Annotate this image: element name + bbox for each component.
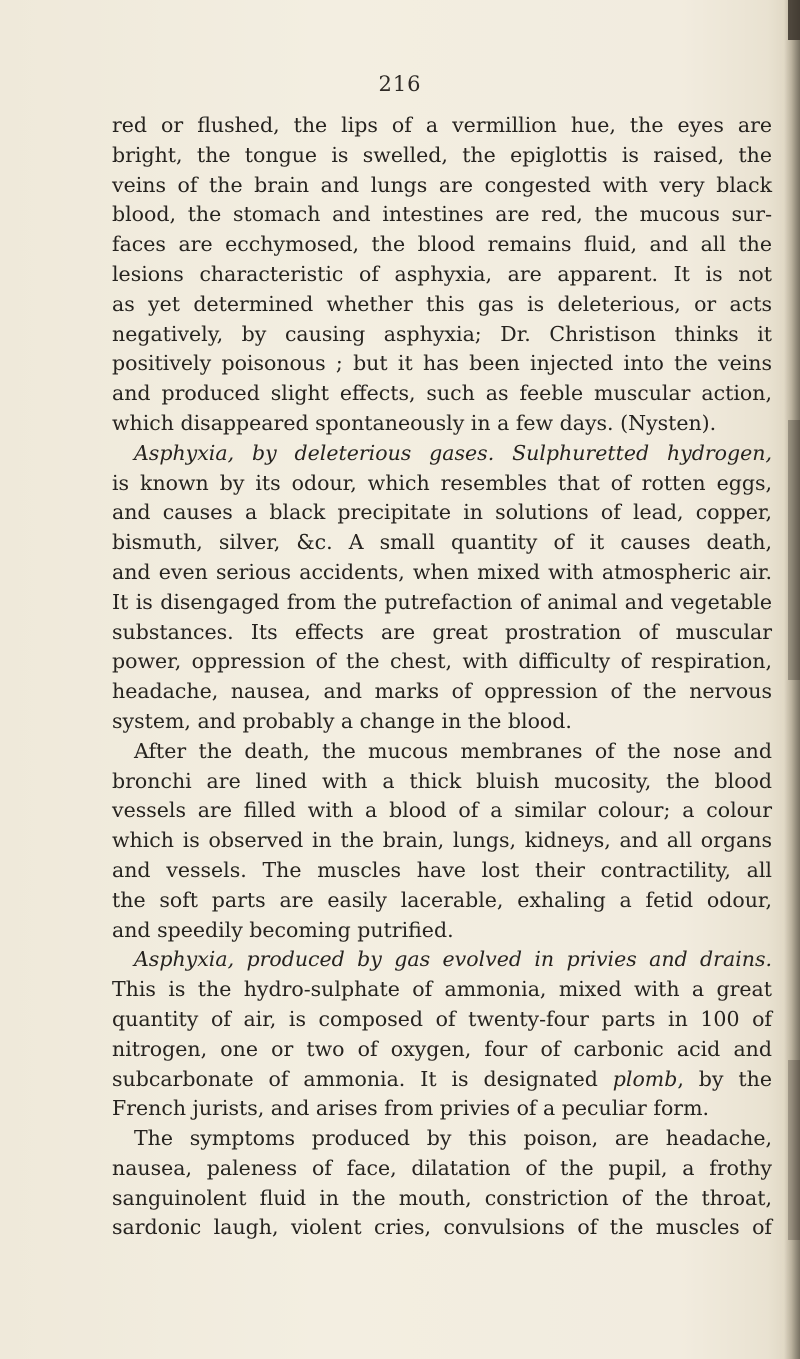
text-line (112, 886, 772, 916)
text-line (112, 707, 772, 737)
text-run: positively poisonous ; but it has been injected into the veins (112, 351, 772, 376)
text-line (112, 349, 772, 379)
text-line (112, 975, 772, 1005)
text-run: red or flushed, the lips of a vermillion hue, the eyes are (112, 113, 772, 137)
text-line (112, 379, 772, 409)
text-line (112, 171, 772, 201)
text-line (112, 409, 772, 439)
text-line (112, 826, 772, 856)
text-line (112, 1213, 772, 1243)
text-line (112, 1094, 772, 1124)
text-run: This is the hydro-sulphate of ammonia, mixed with a great (112, 977, 772, 1002)
text-line (112, 141, 772, 171)
text-line (112, 767, 772, 797)
body-text (112, 111, 772, 1243)
text-run: as yet determined whether this gas is deleterious, or acts (112, 291, 772, 316)
page-edge-mark (788, 420, 800, 680)
text-run: The symptoms produced by this poison, are headache, (134, 1126, 772, 1151)
text-run: sardonic laugh, violent cries, convulsions of the muscles of (112, 1215, 772, 1240)
page-edge-mark (788, 0, 800, 40)
text-line (112, 558, 772, 588)
text-line (112, 647, 772, 677)
text-line (112, 469, 772, 499)
text-run: It is disengaged from the putrefaction of animal and vegetable (112, 589, 772, 614)
text-run: lesions characteristic of asphyxia, are apparent. It is not (112, 261, 772, 286)
text-line (112, 230, 772, 260)
italic-text-run: Asphyxia, by deleterious gases. Sulphuretted hydrogen, (134, 440, 772, 465)
text-run: , by the (677, 1066, 773, 1091)
text-run: negatively, by causing asphyxia; Dr. Christison thinks it (112, 321, 772, 346)
text-line (112, 1005, 772, 1035)
text-line (112, 200, 772, 230)
text-line (112, 737, 772, 767)
text-run: the soft parts are easily lacerable, exhaling a fetid odour, (112, 887, 772, 912)
text-run: French jurists, and arises from privies of a peculiar form. (112, 1096, 710, 1121)
text-run: bronchi are lined with a thick bluish mucosity, the blood (112, 768, 772, 793)
text-line (112, 856, 772, 886)
text-line (112, 945, 772, 975)
text-run: headache, nausea, and marks of oppression of the nervous (112, 679, 772, 704)
text-run: faces are ecchymosed, the blood remains fluid, and all the (112, 232, 772, 257)
text-line (112, 320, 772, 350)
text-line (112, 439, 772, 469)
text-run: and speedily becoming putrified. (112, 917, 454, 942)
text-run: After the death, the mucous membranes of the nose and (134, 738, 772, 763)
italic-text-run: Asphyxia, produced by gas evolved in privies and drains. (134, 947, 772, 972)
italic-text-run: plomb (612, 1066, 678, 1091)
text-line (112, 111, 772, 141)
text-run: and produced slight effects, such as feeble muscular action, (112, 381, 772, 406)
text-run: and vessels. The muscles have lost their contractility, all (112, 857, 772, 882)
text-line (112, 1035, 772, 1065)
text-line (112, 1065, 772, 1095)
page-edge-mark (788, 1060, 800, 1240)
text-run: substances. Its effects are great prostration of muscular (112, 619, 772, 644)
text-line (112, 588, 772, 618)
text-run: nitrogen, one or two of oxygen, four of carbonic acid and (112, 1036, 772, 1061)
text-line (112, 618, 772, 648)
text-run: bright, the tongue is swelled, the epiglottis is raised, the (112, 142, 772, 167)
text-line (112, 498, 772, 528)
text-run: veins of the brain and lungs are congested with very black (112, 172, 772, 197)
text-run: blood, the stomach and intestines are red, the mucous sur- (112, 202, 772, 227)
text-run: subcarbonate of ammonia. It is designated (112, 1066, 613, 1091)
text-line (112, 1154, 772, 1184)
text-line (112, 1124, 772, 1154)
text-line (112, 677, 772, 707)
text-line (112, 1184, 772, 1214)
text-run: nausea, paleness of face, dilatation of the pupil, a frothy (112, 1155, 772, 1180)
text-run: which disappeared spontaneously in a few days. (Nysten). (112, 410, 717, 435)
text-run: sanguinolent fluid in the mouth, constriction of the throat, (112, 1185, 772, 1210)
text-line (112, 528, 772, 558)
text-line (112, 260, 772, 290)
text-run: bismuth, silver, &c. A small quantity of it causes death, (112, 530, 772, 555)
text-run: and even serious accidents, when mixed with atmospheric air. (112, 559, 772, 584)
text-line (112, 290, 772, 320)
text-line (112, 916, 772, 946)
text-line (112, 796, 772, 826)
text-run: system, and probably a change in the blood. (112, 708, 572, 733)
text-run: power, oppression of the chest, with difficulty of respiration, (112, 649, 772, 674)
text-run: is known by its odour, which resembles that of rotten eggs, (112, 470, 772, 495)
text-run: quantity of air, is composed of twenty-four parts in 100 of (112, 1006, 772, 1031)
text-run: vessels are filled with a blood of a similar colour; a colour (112, 798, 772, 823)
text-run: and causes a black precipitate in solutions of lead, copper, (112, 500, 772, 525)
page-number: 216 (378, 72, 422, 96)
text-run: which is observed in the brain, lungs, kidneys, and all organs (112, 828, 772, 853)
